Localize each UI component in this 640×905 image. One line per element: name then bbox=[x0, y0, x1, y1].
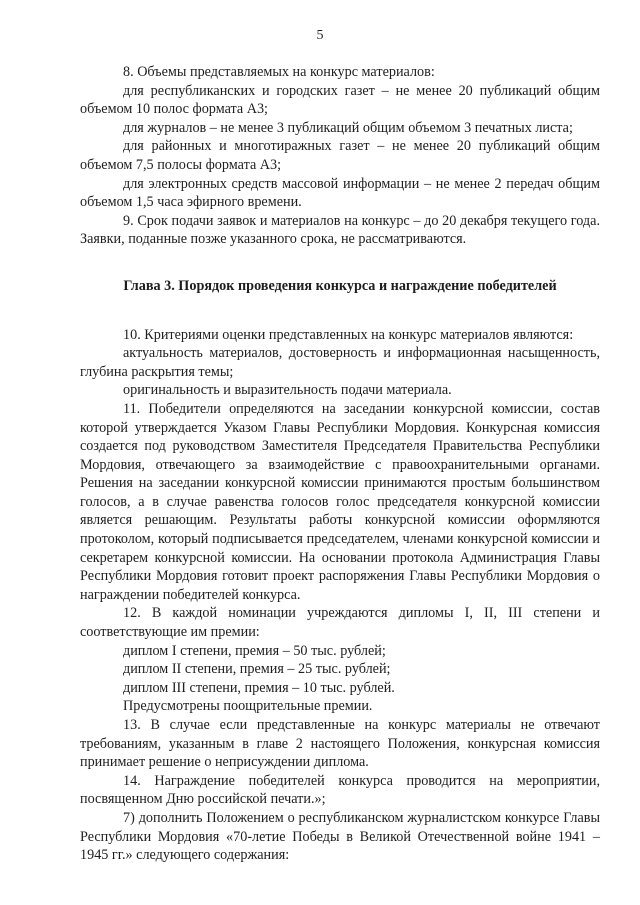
document-body bbox=[80, 63, 600, 865]
item-8-newspapers: для республиканских и городских газет – не менее 20 публикаций общим объемом 10 полос формата А3; bbox=[80, 82, 600, 118]
item-8-journals: для журналов – не менее 3 публикаций общим объемом 3 печатных листа; bbox=[123, 119, 573, 136]
item-13-non-award: 13. В случае если представленные на конкурс материалы не отвечают требованиям, указанным в главе 2 настоящего Положения, конкурсная комиссия принимает решение о неприсуждении диплома. bbox=[80, 717, 600, 771]
item-10-criterion-1: актуальность материалов, достоверность и информационная насыщенность, глубина раскрытия темы; bbox=[80, 345, 600, 380]
item-8-intro: 8. Объемы представляемых на конкурс материалов: bbox=[123, 64, 435, 80]
item-8-district-papers: для районных и многотиражных газет – не менее 20 публикаций общим объемом 7,5 полосы формата А3; bbox=[80, 138, 600, 173]
chapter-3-heading: Глава 3. Порядок проведения конкурса и награждение победителей bbox=[123, 277, 557, 294]
prize-degree-2: диплом II степени, премия – 25 тыс. рублей; bbox=[123, 661, 391, 678]
item-10-criterion-2: оригинальность и выразительность подачи материала. bbox=[123, 382, 452, 399]
item-8-electronic-media: для электронных средств массовой информации – не менее 2 передач общим объемом 1,5 часа эфирного времени. bbox=[80, 175, 600, 211]
item-10-intro: 10. Критериями оценки представленных на конкурс материалов являются: bbox=[123, 326, 574, 343]
prize-degree-1: диплом I степени, премия – 50 тыс. рублей; bbox=[123, 642, 386, 659]
item-14-ceremony: 14. Награждение победителей конкурса проводится на мероприятии, посвященном Дню российской печати.»; bbox=[80, 772, 600, 808]
item-11-commission: 11. Победители определяются на заседании конкурсной комиссии, состав которой утверждается Указом Главы Республики Мордовия. Конкурсная комиссия создается под руководством Заместителя Председателя Правительства Республики Мордовия, отвечающего за взаимодействие с правоохранительными органами. Решения на заседании конкурсной комиссии принимаются простым большинством голосов, а в случае равенства голосов голос председателя конкурсной комиссии является решающим. Результаты работы конкурсной комиссии оформляются протоколом, который подписывается председателем, членами конкурсной комиссии и секретарем конкурсной комиссии. На основании протокола Администрация Главы Республики Мордовия готовит проект распоряжения Главы Республики Мордовия о награждении победителей конкурса. bbox=[80, 400, 600, 603]
item-7-amendment: 7) дополнить Положением о республиканском журналистском конкурсе Главы Республики Мордовия «70-летие Победы в Великой Отечественной войне 1941 – 1945 гг.» следующего содержания: bbox=[80, 809, 600, 864]
incentive-prizes: Предусмотрены поощрительные премии. bbox=[123, 698, 373, 715]
item-12-intro: 12. В каждой номинации учреждаются дипломы I, II, III степени и соответствующие им премии: bbox=[80, 605, 600, 641]
prize-degree-3: диплом III степени, премия – 10 тыс. рублей. bbox=[123, 679, 395, 696]
page-number: 5 bbox=[316, 28, 324, 43]
item-9-deadline: 9. Срок подачи заявок и материалов на конкурс – до 20 декабря текущего года. Заявки, поданные позже указанного срока, не рассматриваются. bbox=[80, 212, 600, 248]
